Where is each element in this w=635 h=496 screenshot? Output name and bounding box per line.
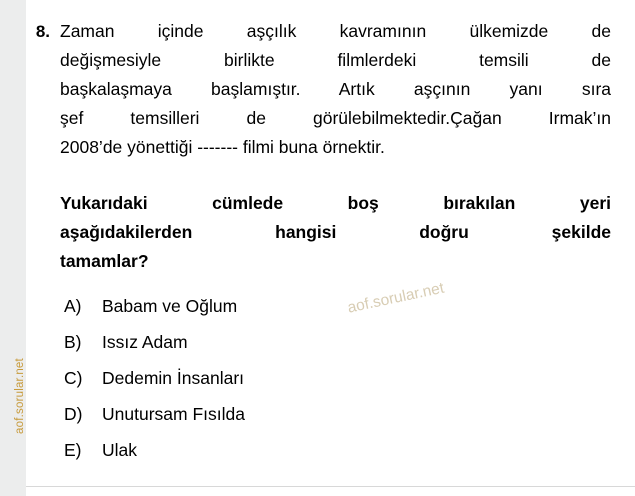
option-letter: D) bbox=[64, 404, 83, 424]
question-stem-line: başkalaşmaya başlamıştır. Artık aşçının yanı sıra bbox=[60, 79, 611, 99]
option-b[interactable] bbox=[64, 332, 584, 368]
question-prompt-line: Yukarıdaki cümlede boş bırakılan yeri bbox=[60, 193, 611, 213]
question-stem-line: şef temsilleri de görülebilmektedir.Çağan Irmak’ın bbox=[60, 108, 611, 128]
question-number: 8. bbox=[35, 22, 50, 41]
option-text: Ulak bbox=[102, 440, 138, 460]
question-block bbox=[26, 17, 611, 276]
option-letter: B) bbox=[64, 332, 82, 352]
answer-options bbox=[64, 296, 584, 476]
option-c[interactable] bbox=[64, 368, 584, 404]
question-stem-line: Zaman içinde aşçılık kavramının ülkemizde de bbox=[60, 21, 611, 41]
option-text: Babam ve Oğlum bbox=[102, 296, 238, 316]
option-a[interactable] bbox=[64, 296, 584, 332]
question-stem bbox=[60, 17, 611, 162]
page-bottom-divider bbox=[26, 486, 635, 487]
option-text: Issız Adam bbox=[102, 332, 188, 352]
diagonal-watermark-text: aof.sorular.net bbox=[346, 279, 446, 317]
question-stem-line: 2008’de yönettiği ------- filmi buna örnektir. bbox=[60, 137, 385, 157]
option-letter: C) bbox=[64, 368, 83, 388]
option-letter: E) bbox=[64, 440, 82, 460]
option-letter: A) bbox=[64, 296, 82, 316]
question-body bbox=[60, 17, 611, 276]
side-watermark-strip bbox=[0, 0, 26, 496]
option-text: Unutursam Fısılda bbox=[102, 404, 245, 424]
option-d[interactable] bbox=[64, 404, 584, 440]
question-prompt-line: tamamlar? bbox=[60, 251, 149, 271]
question-prompt bbox=[60, 189, 611, 276]
option-text: Dedemin İnsanları bbox=[102, 368, 245, 388]
side-watermark-text: aof.sorular.net bbox=[14, 358, 26, 434]
question-page bbox=[26, 0, 635, 496]
question-stem-line: değişmesiyle birlikte filmlerdeki temsili de bbox=[60, 50, 611, 70]
question-prompt-line: aşağıdakilerden hangisi doğru şekilde bbox=[60, 222, 611, 242]
option-e[interactable] bbox=[64, 440, 584, 476]
